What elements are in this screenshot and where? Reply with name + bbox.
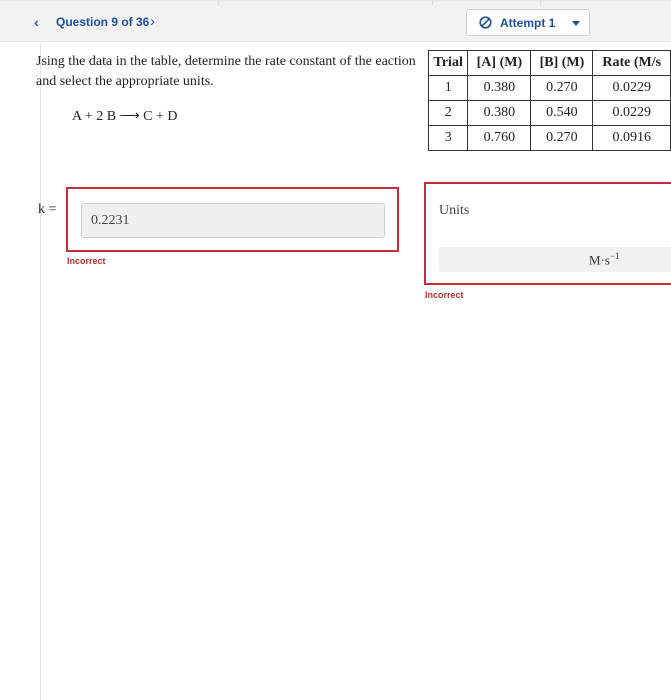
content-divider <box>40 42 41 700</box>
attempt-dropdown[interactable] <box>466 9 590 36</box>
trial-cell: 3 <box>429 126 468 151</box>
a-concentration-cell: 0.760 <box>468 126 531 151</box>
units-feedback: Incorrect <box>425 290 464 300</box>
question-prompt: Jsing the data in the table, determine the rate constant of the eaction and select the appropriate units. <box>36 54 416 89</box>
table-header-row <box>429 51 671 76</box>
a-concentration-cell: 0.380 <box>468 101 531 126</box>
next-question-icon[interactable]: › <box>150 13 155 30</box>
question-header <box>0 0 671 42</box>
rate-constant-input[interactable]: 0.2231 <box>81 203 385 238</box>
a-concentration-cell: 0.380 <box>468 76 531 101</box>
units-base: M·s <box>589 252 610 268</box>
question-counter: Question 9 of 36 <box>56 15 150 29</box>
header-divider <box>218 1 219 5</box>
table-row <box>429 126 671 151</box>
reaction-equation: A + 2 B ⟶ C + D <box>72 109 178 124</box>
column-header-b: [B] (M) <box>531 51 593 76</box>
header-divider <box>432 1 433 5</box>
units-select[interactable] <box>439 247 671 272</box>
units-label: Units <box>439 203 470 218</box>
rate-cell: 0.0229 <box>593 101 671 126</box>
column-header-trial: Trial <box>429 51 468 76</box>
table-row <box>429 101 671 126</box>
b-concentration-cell: 0.540 <box>531 101 593 126</box>
b-concentration-cell: 0.270 <box>531 126 593 151</box>
units-exponent: −1 <box>609 251 620 261</box>
table-row <box>429 76 671 101</box>
trial-cell: 1 <box>429 76 468 101</box>
header-divider <box>540 1 541 5</box>
column-header-rate: Rate (M/s <box>593 51 671 76</box>
kinetics-data-table <box>428 50 671 151</box>
prohibited-icon <box>479 16 492 29</box>
rate-cell: 0.0916 <box>593 126 671 151</box>
units-selected-value <box>589 251 620 268</box>
trial-cell: 2 <box>429 101 468 126</box>
rate-constant-feedback: Incorrect <box>67 256 106 266</box>
rate-constant-answer-box <box>66 187 399 252</box>
units-answer-box <box>424 182 671 285</box>
attempt-label: Attempt 1 <box>500 16 556 30</box>
rate-constant-label: k = <box>38 202 57 217</box>
previous-question-icon[interactable]: ‹ <box>34 14 39 30</box>
b-concentration-cell: 0.270 <box>531 76 593 101</box>
rate-cell: 0.0229 <box>593 76 671 101</box>
caret-down-icon <box>572 21 580 26</box>
column-header-a: [A] (M) <box>468 51 531 76</box>
